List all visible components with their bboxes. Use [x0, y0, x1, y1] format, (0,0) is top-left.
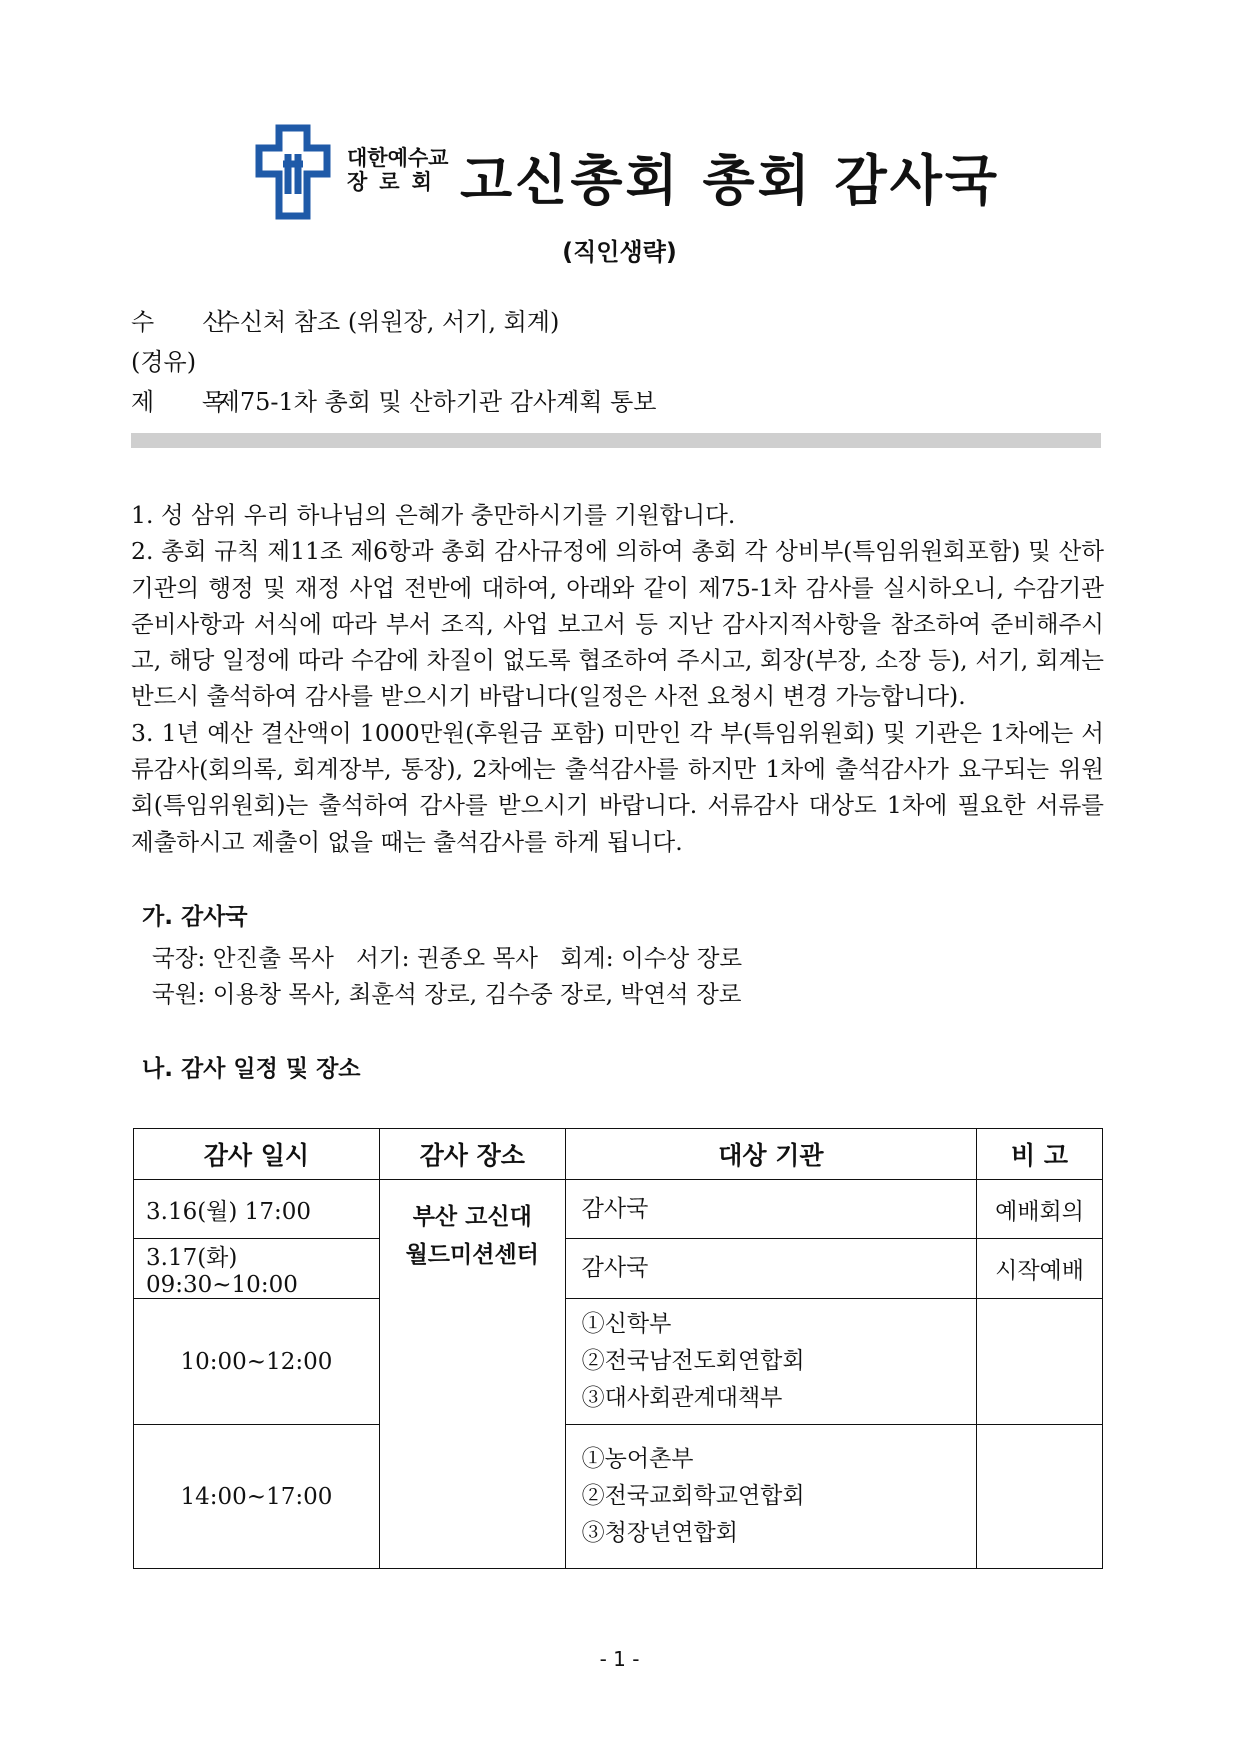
- section-a-title: 가. 감사국: [142, 904, 248, 930]
- denomination-label: [347, 146, 457, 194]
- header-note: 비 고: [977, 1129, 1103, 1180]
- row-note: 시작예배: [977, 1239, 1103, 1299]
- place-line2: 월드미션센터: [405, 1242, 539, 1268]
- row-note: [977, 1425, 1103, 1569]
- body-text: [131, 497, 1104, 860]
- audit-schedule-table: [133, 1128, 1103, 1569]
- target-item: ③대사회관계대책부: [581, 1385, 783, 1411]
- letterhead: [255, 124, 1015, 224]
- row-target: 감사국: [565, 1180, 976, 1239]
- staff-line-1: 국장: 안진출 목사 서기: 권종오 목사 회계: 이수상 장로: [152, 944, 743, 972]
- target-item: ①농어촌부: [581, 1446, 694, 1472]
- row-note: [977, 1299, 1103, 1425]
- subject-row: [131, 382, 656, 422]
- row-targets: [565, 1299, 976, 1425]
- page-number: - 1 -: [599, 1647, 640, 1671]
- table-header-row: [134, 1129, 1103, 1180]
- row-time: 14:00~17:00: [134, 1425, 380, 1569]
- row-target: 감사국: [565, 1239, 976, 1299]
- subject-label: 제 목: [131, 388, 245, 416]
- staff-line-2: 국원: 이용창 목사, 최훈석 장로, 김수중 장로, 박연석 장로: [152, 980, 742, 1008]
- table-row: [134, 1180, 1103, 1239]
- table-row: [134, 1425, 1103, 1569]
- org-title: 고신총회 총회 감사국: [460, 149, 1001, 212]
- denomination-line1: 대한예수교: [347, 146, 449, 170]
- recipient-value: 수신처 참조 (위원장, 서기, 회계): [216, 308, 560, 336]
- table-row: [134, 1299, 1103, 1425]
- paragraph-2: 2. 총회 규칙 제11조 제6항과 총회 감사규정에 의하여 총회 각 상비부(특임위원회포함) 및 산하기관의 행정 및 재정 사업 전반에 대하여, 아래와 같이 제75-1차 감사를 실시하오니, 수감기관 준비사항과 서식에 따라 부서 조직, 사업 보고서 등 지난 감사지적사항을 참조하여 준비해주시고, 해당 일정에 따라 수감에 차질이 없도록 협조하여 주시고, 회장(부장, 소장 등), 서기, 회계는 반드시 출석하여 감사를 받으시기 바랍니다(일정은 사전 요청시 변경 가능합니다).: [131, 537, 1104, 711]
- header-divider: [131, 433, 1101, 448]
- paragraph-3: 3. 1년 예산 결산액이 1000만원(후원금 포함) 미만인 각 부(특임위원회) 및 기관은 1차에는 서류감사(회의록, 회계장부, 통장), 2차에는 출석감사를 하지만 1차에 출석감사가 요구되는 위원회(특임위원회)는 출석하여 감사를 받으시기 바랍니다. 서류감사 대상도 1차에 필요한 서류를 제출하시고 제출이 없을 때는 출석감사를 하게 됩니다.: [131, 718, 1104, 856]
- target-item: ①신학부: [581, 1311, 672, 1337]
- church-cross-logo-icon: [255, 124, 331, 220]
- row-time: 3.17(화) 09:30~10:00: [134, 1239, 380, 1299]
- audit-place: [379, 1180, 565, 1569]
- via-row: (경유): [131, 348, 197, 376]
- header-datetime: 감사 일시: [134, 1129, 380, 1180]
- seal-omitted-note: (직인생략): [562, 238, 677, 266]
- row-targets: [565, 1425, 976, 1569]
- audit-staff: [152, 940, 742, 1012]
- target-item: ②전국남전도회연합회: [581, 1348, 805, 1374]
- denomination-line2: 장로회: [347, 170, 444, 194]
- target-item: ③청장년연합회: [581, 1520, 738, 1546]
- row-note: 예배회의: [977, 1180, 1103, 1239]
- row-time: 10:00~12:00: [134, 1299, 380, 1425]
- section-b-title: 나. 감사 일정 및 장소: [142, 1056, 361, 1082]
- subject-value: 제75-1차 총회 및 산하기관 감사계획 통보: [216, 388, 657, 416]
- target-item: ②전국교회학교연합회: [581, 1483, 805, 1509]
- table-row: [134, 1239, 1103, 1299]
- recipient-label: 수 신: [131, 308, 245, 336]
- document-meta: [131, 302, 656, 422]
- row-time: 3.16(월) 17:00: [134, 1180, 380, 1239]
- place-line1: 부산 고신대: [412, 1204, 532, 1230]
- paragraph-1: 1. 성 삼위 우리 하나님의 은혜가 충만하시기를 기원합니다.: [131, 501, 736, 529]
- header-target: 대상 기관: [565, 1129, 976, 1180]
- header-place: 감사 장소: [379, 1129, 565, 1180]
- recipient-row: [131, 302, 656, 342]
